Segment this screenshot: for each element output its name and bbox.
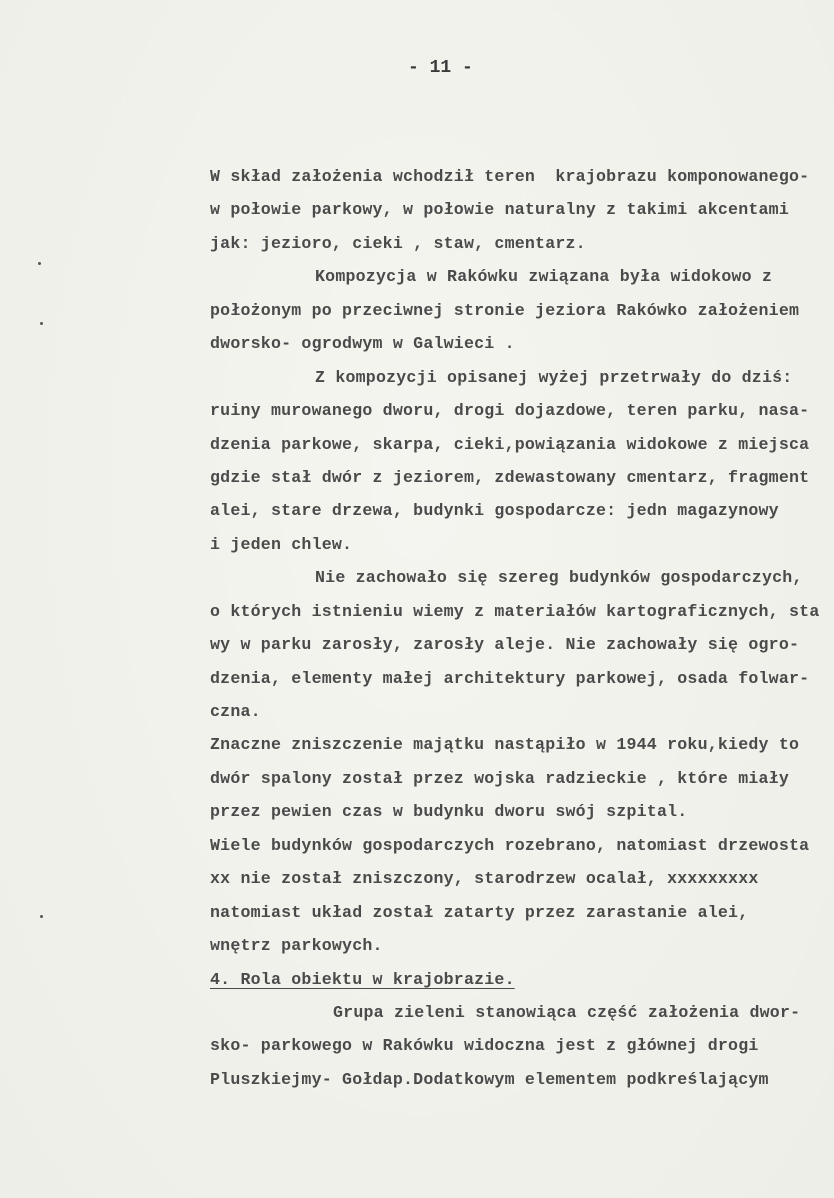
text-line: Wiele budynków gospodarczych rozebrano, natomiast drzewosta	[210, 835, 810, 855]
text-line: Grupa zieleni stanowiąca część założenia dwor-	[333, 1002, 801, 1022]
text-line: o których istnieniu wiemy z materiałów kartograficznych, sta	[210, 601, 820, 621]
body-text	[210, 160, 830, 1096]
text-line: i jeden chlew.	[210, 534, 353, 554]
text-line: dzenia, elementy małej architektury parkowej, osada folwar-	[210, 668, 810, 688]
text-line: ruiny murowanego dworu, drogi dojazdowe, teren parku, nasa-	[210, 401, 810, 421]
text-line: Nie zachowało się szereg budynków gospodarczych,	[315, 568, 803, 588]
section-heading: 4. Rola obiektu w krajobrazie.	[210, 969, 515, 989]
text-line: dworsko- ogrodwym w Galwieci .	[210, 334, 515, 354]
text-line: Kompozycja w Rakówku związana była widokowo z	[315, 267, 773, 287]
text-line: dzenia parkowe, skarpa, cieki,powiązania widokowe z miejsca	[210, 434, 810, 454]
text-line: Znaczne zniszczenie majątku nastąpiło w 1944 roku,kiedy to	[210, 735, 800, 755]
text-line: xx nie został zniszczony, starodrzew ocalał, xxxxxxxxx	[210, 869, 759, 889]
margin-dot	[38, 262, 41, 265]
text-line: Z kompozycji opisanej wyżej przetrwały do dziś:	[315, 367, 793, 387]
text-line: położonym po przeciwnej stronie jeziora Rakówko założeniem	[210, 300, 800, 320]
text-line: w połowie parkowy, w połowie naturalny z takimi akcentami	[210, 200, 789, 220]
text-line: wnętrz parkowych.	[210, 936, 383, 956]
text-line: dwór spalony został przez wojska radzieckie , które miały	[210, 768, 789, 788]
text-line: W skład założenia wchodził teren krajobrazu komponowanego-	[210, 167, 810, 186]
text-line: alei, stare drzewa, budynki gospodarcze: jedn magazynowy	[210, 501, 779, 521]
margin-dot	[40, 915, 43, 918]
text-line: Pluszkiejmy- Gołdap.Dodatkowym elementem podkreślającym	[210, 1069, 769, 1089]
text-line: gdzie stał dwór z jeziorem, zdewastowany cmentarz, fragment	[210, 467, 810, 487]
page-number: - 11 -	[408, 58, 473, 78]
text-line: sko- parkowego w Rakówku widoczna jest z głównej drogi	[210, 1036, 759, 1056]
margin-dot	[40, 322, 43, 325]
text-line: czna.	[210, 702, 261, 721]
text-line: natomiast układ został zatarty przez zarastanie alei,	[210, 902, 749, 922]
text-line: wy w parku zarosły, zarosły aleje. Nie zachowały się ogro-	[210, 635, 800, 655]
text-line: przez pewien czas w budynku dworu swój szpital.	[210, 802, 688, 822]
text-line: jak: jezioro, cieki , staw, cmentarz.	[210, 233, 586, 253]
